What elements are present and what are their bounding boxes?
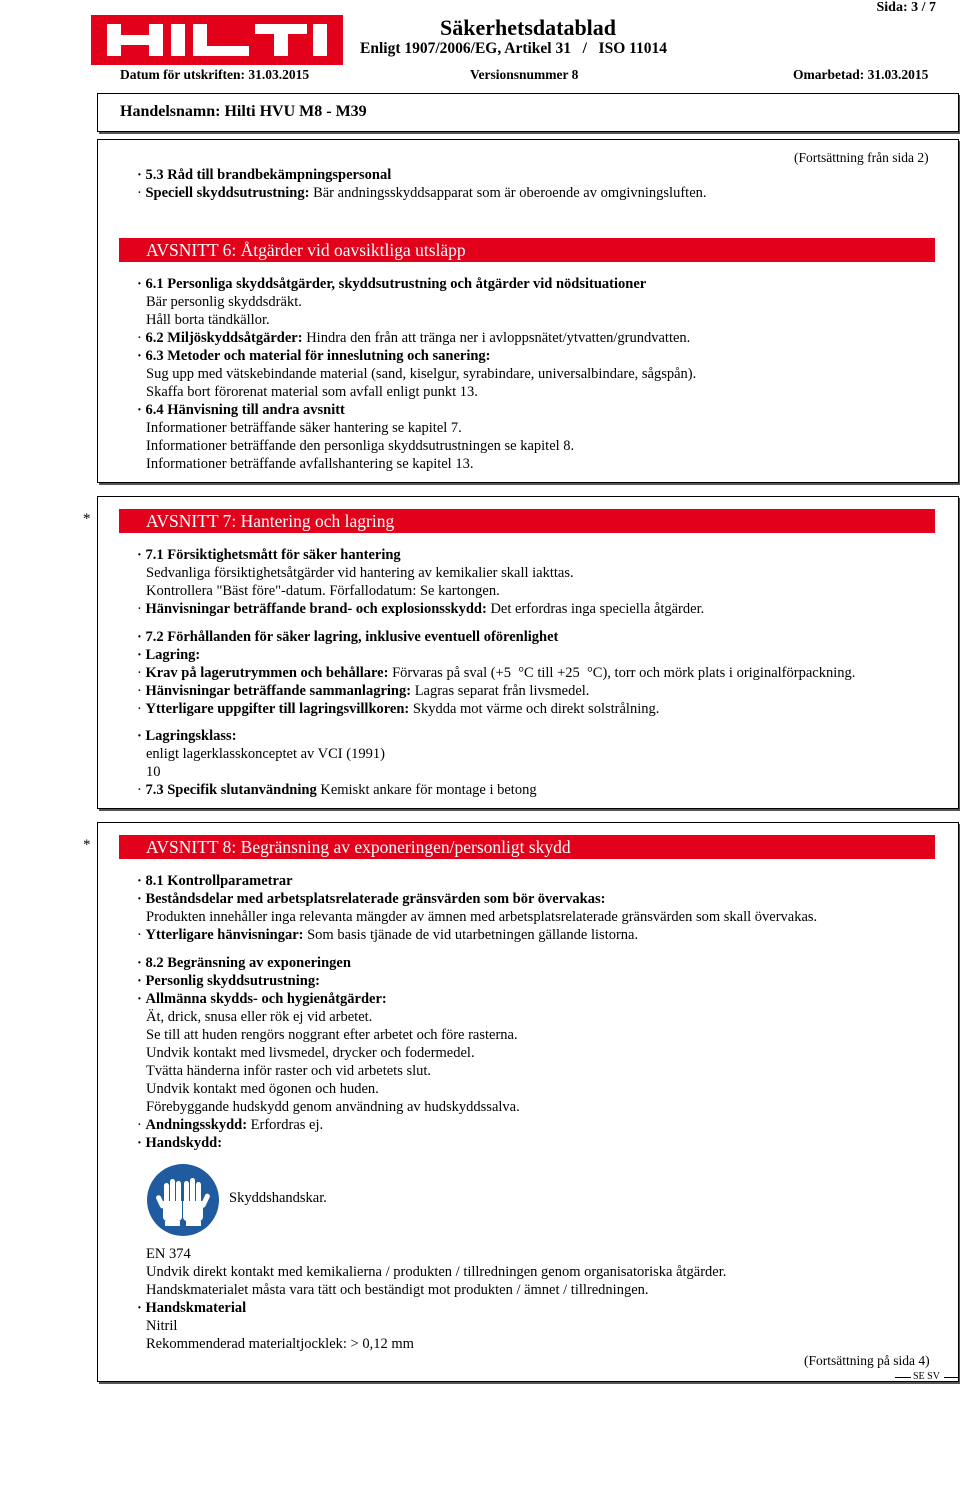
- page-number: Sida: 3 / 7: [876, 0, 936, 15]
- gloves-caption: Skyddshandskar.: [229, 1190, 327, 1206]
- continued-on: (Fortsättning på sida 4): [804, 1353, 930, 1368]
- text-7-1-b: Kontrollera "Bäst före"-datum. Förfallodatum: Se kartongen.: [146, 583, 500, 599]
- product-name: Handelsnamn: Hilti HVU M8 - M39: [120, 103, 367, 120]
- product-name-box: [97, 93, 959, 132]
- hygiene-line: Undvik kontakt med livsmedel, drycker och fodermedel.: [146, 1045, 475, 1061]
- respiratory-protection: · Andningsskydd: Erfordras ej.: [137, 1116, 323, 1134]
- section-7-title: AVSNITT 7: Hantering och lagring: [119, 509, 935, 533]
- heading-8-1: · 8.1 Kontrollparametrar: [137, 872, 293, 890]
- document-title: Säkerhetsdatablad: [440, 15, 617, 40]
- heading-7-3: · 7.3 Specifik slutanvändning Kemiskt ankare för montage i betong: [137, 781, 537, 799]
- print-date: Datum för utskriften: 31.03.2015: [120, 67, 310, 82]
- hygiene-line: Tvätta händerna inför raster och vid arbetets slut.: [146, 1063, 432, 1079]
- language-code: SE SV: [913, 1371, 940, 1382]
- hygiene-heading: · Allmänna skydds- och hygienåtgärder:: [137, 990, 387, 1008]
- text-7-1-a: Sedvanliga försiktighetsåtgärder vid hantering av kemikalier skall iakttas.: [146, 565, 574, 581]
- additional-info: · Ytterligare hänvisningar: Som basis tjänade de vid utarbetningen gällande listorna.: [137, 926, 638, 944]
- glove-standard: EN 374: [146, 1246, 191, 1262]
- heading-6-2: · 6.2 Miljöskyddsåtgärder: Hindra den från att tränga ner i avloppsnätet/ytvatten/grundvatten.: [137, 329, 690, 347]
- continued-from: (Fortsättning från sida 2): [794, 150, 929, 165]
- glove-thickness: Rekommenderad materialtjocklek: > 0,12 mm: [146, 1336, 414, 1352]
- revision-star: *: [83, 511, 91, 527]
- version-number: Versionsnummer 8: [470, 67, 579, 82]
- heading-5-3: · 5.3 Råd till brandbekämpningspersonal: [137, 166, 391, 184]
- storage-class-text: enligt lagerklasskonceptet av VCI (1991): [146, 746, 385, 762]
- heading-6-1: · 6.1 Personliga skyddsåtgärder, skyddsutrustning och åtgärder vid nödsituationer: [137, 275, 646, 293]
- text-6-4-a: Informationer beträffande säker hantering se kapitel 7.: [146, 420, 462, 436]
- fire-protection: · Hänvisningar beträffande brand- och explosionsskydd: Det erfordras inga speciella åtgärder.: [137, 600, 704, 618]
- heading-6-4: · 6.4 Hänvisning till andra avsnitt: [137, 401, 345, 419]
- storage-class-heading: · Lagringsklass:: [137, 727, 237, 745]
- components-text: Produkten innehåller inga relevanta mängder av ämnen med arbetsplatsrelaterade gränsvärden som skall övervakas.: [146, 909, 818, 925]
- heading-6-3: · 6.3 Metoder och material för inneslutning och sanering:: [137, 347, 491, 365]
- document-subtitle: Enligt 1907/2006/EG, Artikel 31 / ISO 11014: [360, 40, 668, 57]
- text-6-3-b: Skaffa bort förorenat material som avfall enligt punkt 13.: [146, 384, 478, 400]
- glove-text-1: Undvik direkt kontakt med kemikalierna / produkten / tillredningen genom organisatoriska åtgärder.: [146, 1264, 727, 1280]
- hygiene-line: Förebyggande hudskydd genom användning av hudskyddssalva.: [146, 1099, 520, 1115]
- heading-7-1: · 7.1 Försiktighetsmått för säker hantering: [137, 546, 401, 564]
- storage-extra: · Ytterligare uppgifter till lagringsvillkoren: Skydda mot värme och direkt solstrålning.: [137, 700, 659, 718]
- glove-material: Nitril: [146, 1318, 178, 1334]
- glove-text-2: Handskmaterialet måsta vara tätt och beständigt mot produkten / ämnet / tillredningen.: [146, 1282, 649, 1298]
- components-heading: · Beståndsdelar med arbetsplatsrelaterade gränsvärden som bör övervakas:: [137, 890, 605, 908]
- hilti-logo: [91, 15, 343, 65]
- storage-together: · Hänvisningar beträffande sammanlagring: Lagras separat från livsmedel.: [137, 682, 589, 700]
- section-8-title: AVSNITT 8: Begränsning av exponeringen/personligt skydd: [119, 835, 935, 859]
- hygiene-line: Undvik kontakt med ögonen och huden.: [146, 1081, 379, 1097]
- revision-star: *: [83, 837, 91, 853]
- heading-7-2: · 7.2 Förhållanden för säker lagring, inklusive eventuell oförenlighet: [137, 628, 558, 646]
- ppe-heading: · Personlig skyddsutrustning:: [137, 972, 320, 990]
- storage-heading: · Lagring:: [137, 646, 200, 664]
- text-6-1-b: Håll borta tändkällor.: [146, 312, 270, 328]
- section-6-title: AVSNITT 6: Åtgärder vid oavsiktliga utsläpp: [119, 238, 935, 262]
- hygiene-line: Se till att huden rengörs noggrant efter arbetet och före rasterna.: [146, 1027, 518, 1043]
- text-6-4-b: Informationer beträffande den personliga skyddsutrustningen se kapitel 8.: [146, 438, 575, 454]
- text-6-4-c: Informationer beträffande avfallshantering se kapitel 13.: [146, 456, 474, 472]
- hand-protection-heading: · Handskydd:: [137, 1134, 222, 1152]
- footer-rule-left: [895, 1377, 911, 1378]
- revision-date: Omarbetad: 31.03.2015: [793, 67, 929, 82]
- storage-requirements: · Krav på lagerutrymmen och behållare: Förvaras på sval (+5 °C till +25 °C), torr och mörk plats i originalförpackning.: [137, 664, 855, 682]
- text-6-3-a: Sug upp med vätskebindande material (sand, kiselgur, syrabindare, universalbindare, sågspån).: [146, 366, 697, 382]
- storage-class-value: 10: [146, 764, 161, 780]
- glove-material-heading: · Handskmaterial: [137, 1299, 246, 1317]
- footer-rule-right: [944, 1377, 958, 1378]
- gloves-icon: [146, 1163, 220, 1242]
- hygiene-line: Ät, drick, snusa eller rök ej vid arbetet.: [146, 1009, 373, 1025]
- heading-8-2: · 8.2 Begränsning av exponeringen: [137, 954, 351, 972]
- special-equipment: · Speciell skyddsutrustning: Bär andningsskyddsapparat som är oberoende av omgivningsluften.: [137, 184, 707, 202]
- text-6-1-a: Bär personlig skyddsdräkt.: [146, 294, 302, 310]
